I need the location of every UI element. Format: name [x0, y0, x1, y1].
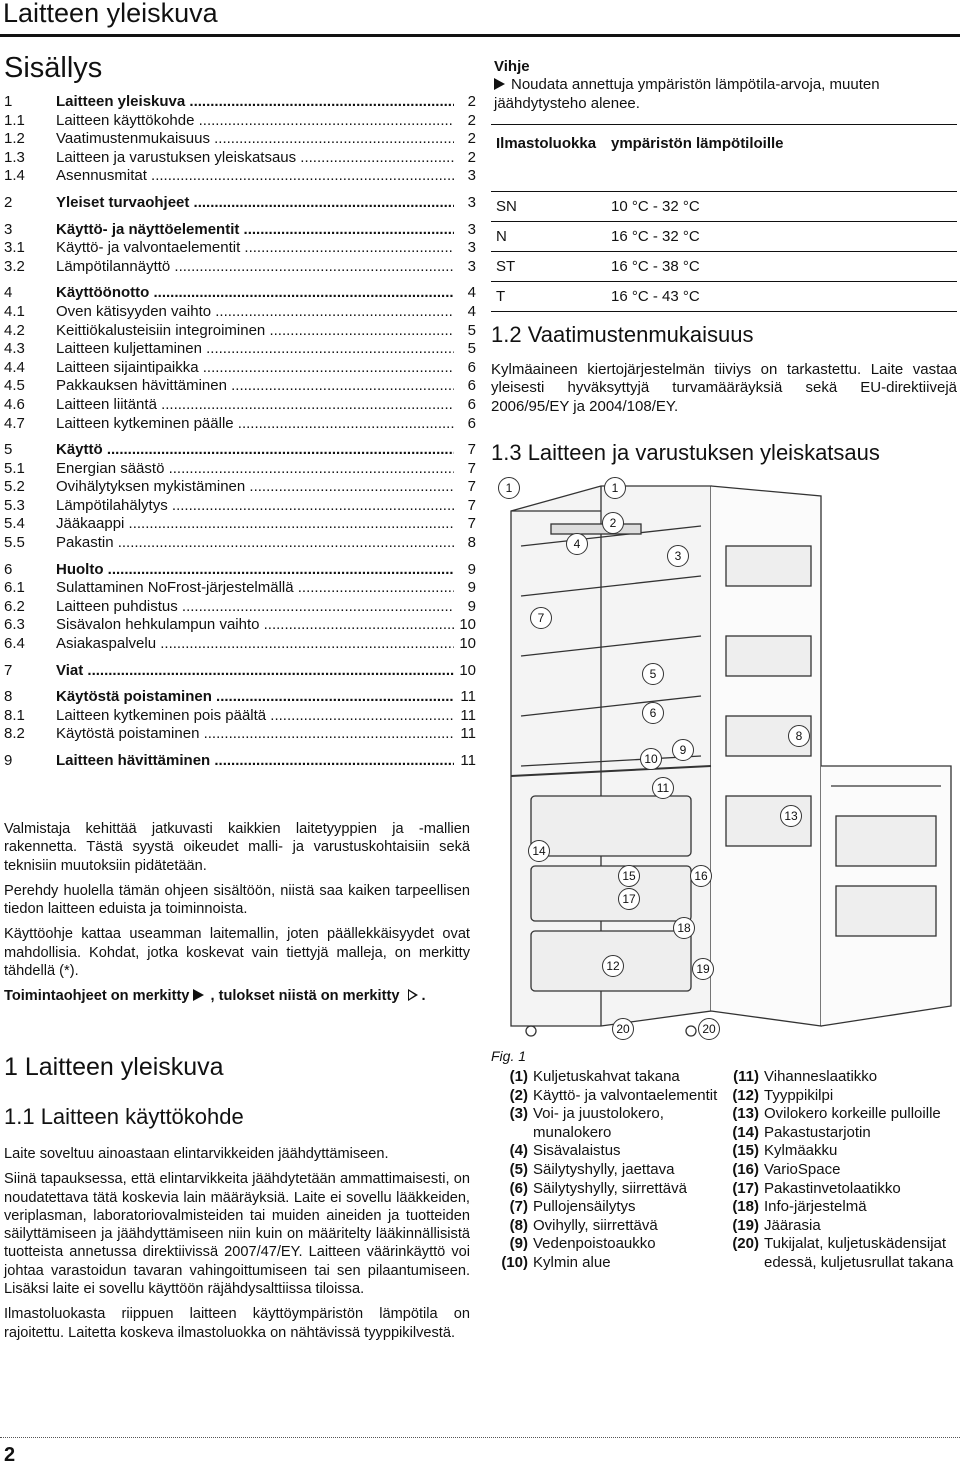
header-title: Laitteen yleiskuva: [3, 0, 218, 28]
legend-item: [722, 1068, 958, 1087]
toc-entry[interactable]: [4, 561, 474, 580]
usage-paragraph-3: Ilmastoluokasta riippuen laitteen käyttöympäristön lämpötila on rajoitettu. Laitetta koskeva ilmastoluokka on nähtävissä tyyppikilvestä.: [4, 1306, 470, 1341]
section-1-3-title: 1.3 Laitteen ja varustuksen yleiskatsaus: [491, 440, 880, 465]
toc-entry-title: Laitteen kytkeminen päälle .....: [56, 415, 454, 434]
legend-text: Pullojensäilytys: [533, 1198, 636, 1216]
legend-number: (20): [732, 1235, 759, 1253]
climate-class: ST: [491, 252, 606, 282]
toc-entry-number: 8: [4, 688, 13, 706]
toc-entry-title: Vaatimustenmukaisuus .....: [56, 130, 454, 149]
toc-entry-title: Viat .....: [56, 662, 454, 681]
figure-callout: 18: [673, 917, 695, 939]
toc-entry-title: Käytöstä poistaminen .....: [56, 725, 454, 744]
toc-entry-title: Käyttöönotto .....: [56, 284, 454, 303]
toc-entry-page: 2: [467, 148, 476, 166]
toc-entry-page: 5: [467, 321, 476, 339]
climate-range: 16 °C - 32 °C: [606, 222, 957, 252]
legend-text: Säilytyshylly, siirrettävä: [533, 1179, 687, 1197]
toc-entry-title: Huolto .....: [56, 561, 454, 580]
toc-entry-number: 1.1: [4, 111, 25, 129]
toc-entry-title: Laitteen puhdistus .....: [56, 598, 454, 617]
fridge-freezer-drawing: [491, 466, 960, 1046]
toc-entry-page: 3: [467, 167, 476, 185]
climate-class-table: [491, 124, 957, 312]
toc-entry[interactable]: [4, 579, 474, 598]
legend-item: [491, 1161, 721, 1180]
toc-entry-page: 8: [467, 534, 476, 552]
toc-entry-number: 4.1: [4, 302, 25, 320]
figure-callout: 1: [604, 477, 626, 499]
toc-entry-page: 7: [467, 515, 476, 533]
toc-entry-page: 4: [467, 284, 476, 302]
climate-row: [491, 282, 957, 312]
toc-entry[interactable]: [4, 616, 474, 635]
legend-item: [722, 1105, 958, 1124]
toc-group: [4, 662, 474, 681]
usage-paragraph-2: Siinä tapauksessa, että elintarvikkeita jäähdytetään ammattimaisesti, on noudatettava tätä koskevia lain määräyksiä. Laite ei sovellu lääkkeiden, veriplasman, laboratoriovalmisteiden tai muiden aineiden ja tuotteiden säilyttämiseen ja jäähdyttämiseen niin kuin on määritelty lääkinnällisistä tuotteista annetussa direktiivissä 2007/47/EY. Laitteen väärinkäyttö voi johtaa varastoidun tavaran vahingoittumiseen tai sen pilaantumiseen. Lisäksi laite ei sovellu käyttöön räjähdysalttiissa tiloissa.: [4, 1171, 470, 1298]
toc-group: [4, 194, 474, 213]
toc-entry-number: 3.2: [4, 257, 25, 275]
toc-entry-number: 6.3: [4, 616, 25, 634]
legend-text: Kuljetuskahvat takana: [533, 1068, 680, 1085]
toc-entry-title: Käyttö- ja näyttöelementit .....: [56, 221, 454, 240]
toc-entry-title: Käytöstä poistaminen .....: [56, 688, 454, 707]
legend-number: (11): [733, 1068, 759, 1085]
toc-entry-title: Pakastin .....: [56, 534, 454, 553]
toc-entry-page: 7: [467, 441, 476, 459]
toc-entry[interactable]: [4, 725, 474, 744]
toc-entry[interactable]: [4, 598, 474, 617]
climate-class: T: [491, 282, 606, 312]
toc-entry[interactable]: [4, 752, 474, 771]
figure-callout: 19: [692, 958, 714, 980]
legend-text: Säilytyshylly, jaettava: [533, 1160, 675, 1178]
toc-entry-title: Laitteen liitäntä .....: [56, 396, 454, 415]
toc-entry-number: 1: [4, 93, 13, 110]
legend-text: Pakastinvetolaatikko: [764, 1179, 901, 1197]
toc-entry[interactable]: [4, 707, 474, 726]
toc-entry-page: 5: [467, 340, 476, 358]
toc-entry-page: 3: [467, 239, 476, 257]
toc-group: [4, 441, 474, 553]
climate-row: [491, 222, 957, 252]
legend-number: (14): [732, 1123, 759, 1141]
period: .: [421, 988, 426, 1005]
toc-entry[interactable]: [4, 303, 474, 322]
toc-entry-number: 6: [4, 560, 13, 578]
climate-row: [491, 252, 957, 282]
toc-entry-number: 4.7: [4, 414, 25, 432]
appliance-figure: [491, 466, 960, 1046]
figure-callout: 13: [780, 805, 802, 827]
figure-callout: 3: [667, 545, 689, 567]
toc-entry-page: 3: [467, 220, 476, 238]
result-arrow-icon: [408, 989, 418, 1001]
toc-entry[interactable]: [4, 497, 474, 516]
legend-text: Tukijalat, kuljetuskädensijat edessä, kuljetusrullat takana: [764, 1235, 954, 1271]
action-arrow-icon: [193, 989, 204, 1001]
intro-paragraph-1: Valmistaja kehittää jatkuvasti kaikkien laitetyyppien ja -mallien rakennetta. Tästä syystä oikeudet malli- ja varustuskohtaisiin sekä teknisiin muutoksiin pidätetään.: [4, 821, 470, 874]
toc-entry-title: Ovihälytyksen mykistäminen .....: [56, 478, 454, 497]
usage-paragraph-1: Laite soveltuu ainoastaan elintarvikkeiden jäähdyttämiseen.: [4, 1146, 389, 1162]
toc-entry[interactable]: [4, 167, 474, 186]
table-of-contents: [4, 93, 474, 779]
toc-entry[interactable]: [4, 93, 474, 112]
legend-number: (10): [501, 1253, 528, 1271]
toc-entry-number: 7: [4, 661, 13, 679]
toc-entry[interactable]: [4, 377, 474, 396]
toc-entry-number: 8.2: [4, 725, 25, 743]
toc-group: [4, 688, 474, 744]
legend-item: [491, 1105, 721, 1142]
toc-entry[interactable]: [4, 515, 474, 534]
legend-item: [722, 1087, 958, 1106]
toc-entry-page: 3: [467, 193, 476, 211]
legend-text: Ovihylly, siirrettävä: [533, 1216, 658, 1234]
toc-entry-number: 2: [4, 193, 13, 211]
legend-text: Voi- ja juustolokero, munalokero: [533, 1105, 664, 1141]
toc-entry[interactable]: [4, 194, 474, 213]
legend-item: [722, 1161, 958, 1180]
toc-entry-number: 4.3: [4, 340, 25, 358]
footer-rule: [0, 1437, 960, 1439]
header-rule: [0, 34, 960, 37]
toc-entry-page: 6: [467, 395, 476, 413]
toc-entry-number: 5: [4, 441, 13, 459]
climate-row: [491, 192, 957, 222]
figure-callout: 15: [618, 865, 640, 887]
legend-text: VarioSpace: [764, 1160, 841, 1178]
legend-item: [491, 1142, 721, 1161]
figure-callout: 16: [690, 865, 712, 887]
figure-callout: 7: [530, 607, 552, 629]
legend-item: [722, 1198, 958, 1217]
section-1-1-text: [4, 1145, 470, 1349]
legend-text: Sisävalaistus: [533, 1142, 621, 1160]
toc-entry-title: Asennusmitat .....: [56, 167, 454, 186]
toc-entry-number: 5.5: [4, 534, 25, 552]
figure-callout: 10: [640, 748, 662, 770]
intro-paragraph-3: Käyttöohje kattaa useamman laitemallin, joten päällekkäisyydet ovat mahdollisia. Kohdat, jotka koskevat vain tiettyjä malleja, on merkitty tähdellä (*).: [4, 926, 470, 980]
toc-entry-number: 6.4: [4, 635, 25, 653]
legend-item: [491, 1180, 721, 1199]
toc-entry-number: 3: [4, 220, 13, 238]
legend-item: [491, 1198, 721, 1217]
legend-item: [491, 1254, 721, 1273]
legend-text: Vihanneslaatikko: [764, 1068, 878, 1085]
toc-entry-page: 3: [467, 257, 476, 275]
toc-entry-page: 10: [459, 616, 476, 634]
legend-left: [491, 1068, 721, 1273]
toc-entry[interactable]: [4, 415, 474, 434]
toc-entry-title: Energian säästö .....: [56, 460, 454, 479]
section-1-1-title: 1.1 Laitteen käyttökohde: [4, 1104, 244, 1129]
toc-entry[interactable]: [4, 340, 474, 359]
toc-entry[interactable]: [4, 112, 474, 131]
legend-item: [491, 1087, 721, 1106]
toc-entry-number: 5.2: [4, 478, 25, 496]
toc-entry-page: 7: [467, 496, 476, 514]
legend-item: [722, 1217, 958, 1236]
toc-entry-number: 4.4: [4, 358, 25, 376]
legend-number: (13): [732, 1105, 759, 1123]
toc-group: [4, 752, 474, 771]
tip-text: [494, 76, 956, 113]
tip-label: Vihje: [494, 58, 530, 75]
toc-entry-title: Laitteen sijaintipaikka .....: [56, 359, 454, 378]
toc-entry[interactable]: [4, 258, 474, 277]
legend-text: Käyttö- ja valvontaelementit: [533, 1086, 718, 1104]
toc-entry-title: Sisävalon hehkulampun vaihto .....: [56, 616, 454, 635]
toc-entry[interactable]: [4, 688, 474, 707]
toc-entry[interactable]: [4, 635, 474, 654]
figure-callout: 4: [566, 533, 588, 555]
toc-entry-title: Keittiökalusteisiin integroiminen .....: [56, 322, 454, 341]
toc-entry-page: 10: [459, 635, 476, 653]
legend-text: Kylmäakku: [764, 1142, 838, 1160]
toc-entry-title: Laitteen kytkeminen pois päältä .....: [56, 707, 454, 726]
toc-entry-title: Asiakaspalvelu .....: [56, 635, 454, 654]
toc-group: [4, 561, 474, 654]
legend-number: (18): [732, 1198, 759, 1216]
toc-entry-title: Sulattaminen NoFrost-järjestelmällä .....: [56, 579, 454, 598]
toc-entry-page: 2: [467, 111, 476, 129]
legend-number: (5): [509, 1160, 528, 1178]
figure-callout: 12: [602, 955, 624, 977]
toc-entry-number: 1.3: [4, 148, 25, 166]
toc-entry-title: Oven kätisyyden vaihto .....: [56, 303, 454, 322]
climate-range: 16 °C - 38 °C: [606, 252, 957, 282]
toc-entry-page: 11: [460, 752, 476, 769]
toc-entry-number: 6.1: [4, 579, 25, 597]
figure-callout: 6: [642, 702, 664, 724]
toc-entry-page: 11: [460, 725, 476, 743]
figure-callout: 20: [698, 1018, 720, 1040]
legend-text: Jäärasia: [764, 1216, 821, 1234]
page-number: 2: [4, 1444, 16, 1466]
toc-entry-page: 11: [460, 706, 476, 724]
result-label: , tulokset niistä on merkitty: [210, 988, 400, 1005]
legend-number: (12): [732, 1086, 759, 1104]
section-1-2-text: Kylmäaineen kiertojärjestelmän tiiviys on tarkastettu. Laite vastaa yleisesti hyväksyttyjä turvamääräyksiä sekä EU-direktiivejä 2006/95/EY ja 2004/108/EY.: [491, 361, 957, 415]
legend-item: [722, 1180, 958, 1199]
toc-entry-page: 2: [467, 93, 476, 110]
action-arrow-icon: [494, 78, 505, 90]
figure-callout: 2: [602, 512, 624, 534]
toc-entry-number: 4: [4, 284, 13, 302]
toc-entry-page: 9: [467, 579, 476, 597]
toc-entry[interactable]: [4, 396, 474, 415]
page-header: [0, 0, 960, 32]
legend-item: [491, 1217, 721, 1236]
legend-number: (4): [509, 1142, 528, 1160]
section-1-title: 1 Laitteen yleiskuva: [4, 1053, 224, 1081]
toc-entry[interactable]: [4, 359, 474, 378]
figure-callout: 1: [498, 477, 520, 499]
toc-entry-number: 9: [4, 752, 13, 769]
toc-entry[interactable]: [4, 322, 474, 341]
legend-number: (3): [509, 1105, 528, 1123]
climate-class: N: [491, 222, 606, 252]
toc-entry-title: Laitteen käyttökohde .....: [56, 112, 454, 131]
figure-callout: 9: [672, 739, 694, 761]
toc-entry-page: 2: [467, 130, 476, 148]
intro-paragraph-2: Perehdy huolella tämän ohjeen sisältöön, niistä saa kaiken tarpeellisen tiedon laitteen eduista ja toiminnoista.: [4, 882, 470, 918]
toc-entry[interactable]: [4, 149, 474, 168]
legend-text: Pakastustarjotin: [764, 1123, 871, 1141]
toc-entry-title: Yleiset turvaohjeet .....: [56, 194, 454, 213]
toc-entry-page: 4: [467, 302, 476, 320]
toc-group: [4, 221, 474, 277]
toc-entry[interactable]: [4, 130, 474, 149]
climate-col-header-class: Ilmastoluokka: [491, 125, 606, 192]
toc-entry-number: 5.3: [4, 496, 25, 514]
climate-class: SN: [491, 192, 606, 222]
toc-entry-page: 6: [467, 358, 476, 376]
intro-paragraph-4: [4, 987, 470, 1005]
toc-title: Sisällys: [4, 52, 103, 84]
figure-callout: 8: [788, 725, 810, 747]
toc-entry-number: 4.6: [4, 395, 25, 413]
legend-right: [722, 1068, 958, 1273]
toc-entry-title: Laitteen ja varustuksen yleiskatsaus .....: [56, 149, 454, 168]
toc-entry-number: 4.2: [4, 321, 25, 339]
tip-text-content: Noudata annettuja ympäristön lämpötila-arvoja, muuten jäähdytysteho alenee.: [494, 76, 880, 112]
legend-number: (15): [732, 1142, 759, 1160]
toc-entry-number: 6.2: [4, 597, 25, 615]
toc-entry[interactable]: [4, 534, 474, 553]
toc-entry[interactable]: [4, 221, 474, 240]
legend-text: Info-järjestelmä: [764, 1198, 867, 1216]
toc-entry-title: Lämpötilahälytys .....: [56, 497, 454, 516]
legend-number: (16): [732, 1160, 759, 1178]
legend-item: [491, 1068, 721, 1087]
toc-entry[interactable]: [4, 239, 474, 258]
toc-entry-title: Laitteen yleiskuva .....: [56, 93, 454, 112]
toc-entry-number: 5.1: [4, 459, 25, 477]
figure-callout: 17: [618, 888, 640, 910]
toc-entry-number: 5.4: [4, 515, 25, 533]
legend-item: [491, 1235, 721, 1254]
toc-entry-page: 6: [467, 414, 476, 432]
toc-entry-number: 8.1: [4, 706, 25, 724]
toc-entry-number: 1.4: [4, 167, 25, 185]
toc-entry-title: Pakkauksen hävittäminen .....: [56, 377, 454, 396]
toc-entry[interactable]: [4, 478, 474, 497]
figure-callout: 20: [612, 1018, 634, 1040]
legend-number: (7): [509, 1198, 528, 1216]
legend-number: (6): [509, 1179, 528, 1197]
toc-entry-page: 10: [459, 661, 476, 679]
toc-entry-page: 7: [467, 478, 476, 496]
figure-callout: 14: [528, 840, 550, 862]
climate-range: 16 °C - 43 °C: [606, 282, 957, 312]
legend-number: (8): [509, 1216, 528, 1234]
section-1-2-title: 1.2 Vaatimustenmukaisuus: [491, 322, 754, 347]
toc-entry-page: 9: [467, 597, 476, 615]
toc-entry-number: 4.5: [4, 377, 25, 395]
figure-callout: 11: [652, 777, 674, 799]
legend-number: (19): [732, 1216, 759, 1234]
toc-entry-title: Jääkaappi .....: [56, 515, 454, 534]
toc-group: [4, 93, 474, 186]
legend-number: (1): [509, 1068, 528, 1085]
toc-entry-page: 11: [460, 688, 476, 706]
legend-item: [722, 1124, 958, 1143]
legend-text: Tyyppikilpi: [764, 1086, 834, 1104]
instruction-label: Toimintaohjeet on merkitty: [4, 988, 190, 1005]
climate-col-header-range: ympäristön lämpötiloille: [606, 125, 957, 192]
figure-label: Fig. 1: [491, 1048, 527, 1064]
toc-entry-title: Käyttö- ja valvontaelementit .....: [56, 239, 454, 258]
toc-entry-title: Lämpötilannäyttö .....: [56, 258, 454, 277]
legend-item: [722, 1142, 958, 1161]
figure-callout: 5: [642, 663, 664, 685]
toc-group: [4, 284, 474, 433]
legend-number: (2): [509, 1086, 528, 1104]
toc-entry[interactable]: [4, 284, 474, 303]
legend-item: [722, 1235, 958, 1272]
toc-entry[interactable]: [4, 460, 474, 479]
toc-entry[interactable]: [4, 662, 474, 681]
toc-entry-title: Laitteen hävittäminen .....: [56, 752, 454, 771]
intro-text: [4, 820, 470, 1013]
climate-range: 10 °C - 32 °C: [606, 192, 957, 222]
toc-entry-page: 6: [467, 377, 476, 395]
legend-text: Kylmin alue: [533, 1253, 611, 1271]
toc-entry[interactable]: [4, 441, 474, 460]
toc-entry-page: 9: [467, 560, 476, 578]
legend-number: (17): [732, 1179, 759, 1197]
toc-entry-title: Laitteen kuljettaminen .....: [56, 340, 454, 359]
legend-number: (9): [509, 1235, 528, 1253]
toc-entry-number: 1.2: [4, 130, 25, 148]
legend-text: Vedenpoistoaukko: [533, 1235, 656, 1253]
legend-text: Ovilokero korkeille pulloille: [764, 1105, 941, 1123]
toc-entry-page: 7: [467, 459, 476, 477]
toc-entry-title: Käyttö .....: [56, 441, 454, 460]
toc-entry-number: 3.1: [4, 239, 25, 257]
